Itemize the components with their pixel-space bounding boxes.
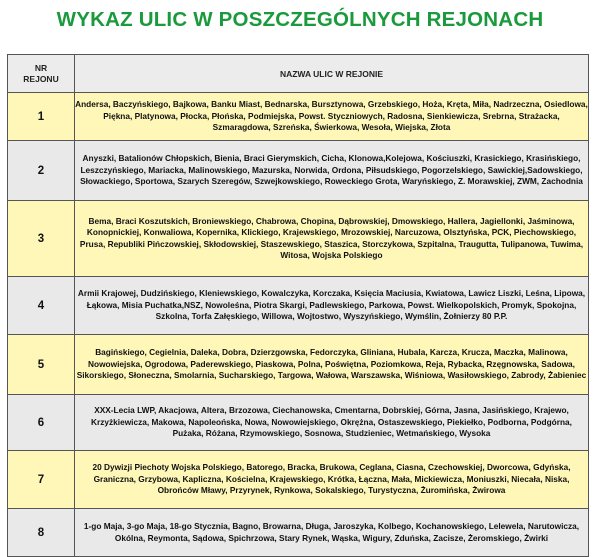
table-row <box>8 277 589 335</box>
region-streets: 20 Dywizji Piechoty Wojska Polskiego, Batorego, Bracka, Brukowa, Ceglana, Ciasna, Czechowskiej, Dworcowa, Gdyńska, Graniczna, Grzybowa, Kapliczna, Kościelna, Krajewskiego, Krótka, Łączna, Mała, Mickiewicza, Moniuszki, Niecała, Niska, Obrońców Mławy, Przyrynek, Rynkowa, Sokalskiego, Turystyczna, Żuromińska, Żwirowa <box>75 451 589 509</box>
region-streets: 1-go Maja, 3-go Maja, 18-go Stycznia, Bagno, Browarna, Długa, Jaroszyka, Kolbego, Kochanowskiego, Lelewela, Narutowicza, Okólna, Reymonta, Sądowa, Spichrzowa, Stary Rynek, Wąska, Wigury, Zduńska, Zacisze, Żeromskiego, Żwirki <box>75 509 589 557</box>
header-nr-label: NR <box>34 62 48 73</box>
table-row <box>8 201 589 277</box>
region-streets: XXX-Lecia LWP, Akacjowa, Altera, Brzozowa, Ciechanowska, Cmentarna, Dobrskiej, Górna, Jasna, Jasińskiego, Krajewo, Krzyżkiewicza, Makowa, Napoleońska, Nowa, Nowowiejskiego, Okrężna, Ostaszewskiego, Piekiełko, Podborna, Podgórna, Pużaka, Różana, Rzymowskiego, Sosnowa, Studzieniec, Wetmańskiego, Wysoka <box>75 395 589 451</box>
region-number: 2 <box>8 141 75 201</box>
region-streets: Bagińskiego, Cegielnia, Daleka, Dobra, Dzierzgowska, Fedorczyka, Gliniana, Hubala, Karcza, Krucza, Maczka, Malinowa, Nowowiejska, Ogrodowa, Paderewskiego, Piaskowa, Polna, Poświętna, Poziomkowa, Reja, Rybacka, Rzęgnowska, Sadowa, Sikorskiego, Słoneczna, Smolarnia, Sucharskiego, Targowa, Wałowa, Warszawska, Wiśniowa, Wasiłowskiego, Zabrody, Żabieniec <box>75 335 589 395</box>
streets-table <box>7 54 589 557</box>
region-streets: Andersa, Baczyńskiego, Bajkowa, Banku Miast, Bednarska, Bursztynowa, Grzebskiego, Hoża, Kręta, Miła, Nadrzeczna, Osiedlowa, Piękna, Platynowa, Płocka, Płońska, Podmiejska, Powst. Styczniowych, Radosna, Sienkiewicza, Srebrna, Strażacka, Szmaragdowa, Szreńska, Świerkowa, Wesoła, Wiejska, Złota <box>75 93 589 141</box>
table-row <box>8 509 589 557</box>
header-region-number <box>8 55 75 93</box>
region-streets: Anyszki, Batalionów Chłopskich, Bienia, Braci Gierymskich, Cicha, Klonowa,Kolejowa, Kościuszki, Krasickiego, Krasińskiego, Leszczyńskiego, Mariacka, Malinowskiego, Mazurska, Norwida, Ordona, Piłsudskiego, Pogorzelskiego, Sawickiej,Sadowskiego, Słowackiego, Sportowa, Szarych Szeregów, Szwejkowskiego, Roweckiego Grota, Waryńskiego, Z. Morawskiej, ZWM, Zachodnia <box>75 141 589 201</box>
header-street-names: NAZWA ULIC W REJONIE <box>75 55 589 93</box>
region-number: 1 <box>8 93 75 141</box>
table-row <box>8 141 589 201</box>
table-row <box>8 451 589 509</box>
region-streets: Bema, Braci Koszutskich, Broniewskiego, Chabrowa, Chopina, Dąbrowskiej, Dmowskiego, Hallera, Jagiellonki, Jaśminowa, Konopnickiej, Konwaliowa, Kopernika, Klickiego, Krajewskiego, Mrozowskiej, Narcuzowa, Olsztyńska, PCK, Piechowskiego, Prusa, Republiki Pińczowskiej, Skłodowskiej, Staszewskiego, Staszica, Storczykowa, Szpitalna, Traugutta, Tulipanowa, Tuwima, Witosa, Wojska Polskiego <box>75 201 589 277</box>
region-streets: Armii Krajowej, Dudzińskiego, Kleniewskiego, Kowalczyka, Korczaka, Księcia Maciusia, Kwiatowa, Lawicz Liszki, Leśna, Lipowa, Łąkowa, Misia Puchatka,NSZ, Nowoleśna, Piotra Skargi, Padlewskiego, Parkowa, Powst. Wielkopolskich, Promyk, Spokojna, Szkolna, Torfa Załęskiego, Willowa, Wojtostwo, Wyszyńskiego, Wymślin, Żołnierzy 80 P.P. <box>75 277 589 335</box>
region-number: 6 <box>8 395 75 451</box>
table-row <box>8 335 589 395</box>
region-number: 8 <box>8 509 75 557</box>
page-title: WYKAZ ULIC W POSZCZEGÓLNYCH REJONACH <box>56 8 544 31</box>
region-number: 3 <box>8 201 75 277</box>
table-header-row <box>8 55 589 93</box>
table-row <box>8 395 589 451</box>
table-row <box>8 93 589 141</box>
region-number: 5 <box>8 335 75 395</box>
region-number: 7 <box>8 451 75 509</box>
header-region-label: REJONU <box>23 73 59 84</box>
region-number: 4 <box>8 277 75 335</box>
